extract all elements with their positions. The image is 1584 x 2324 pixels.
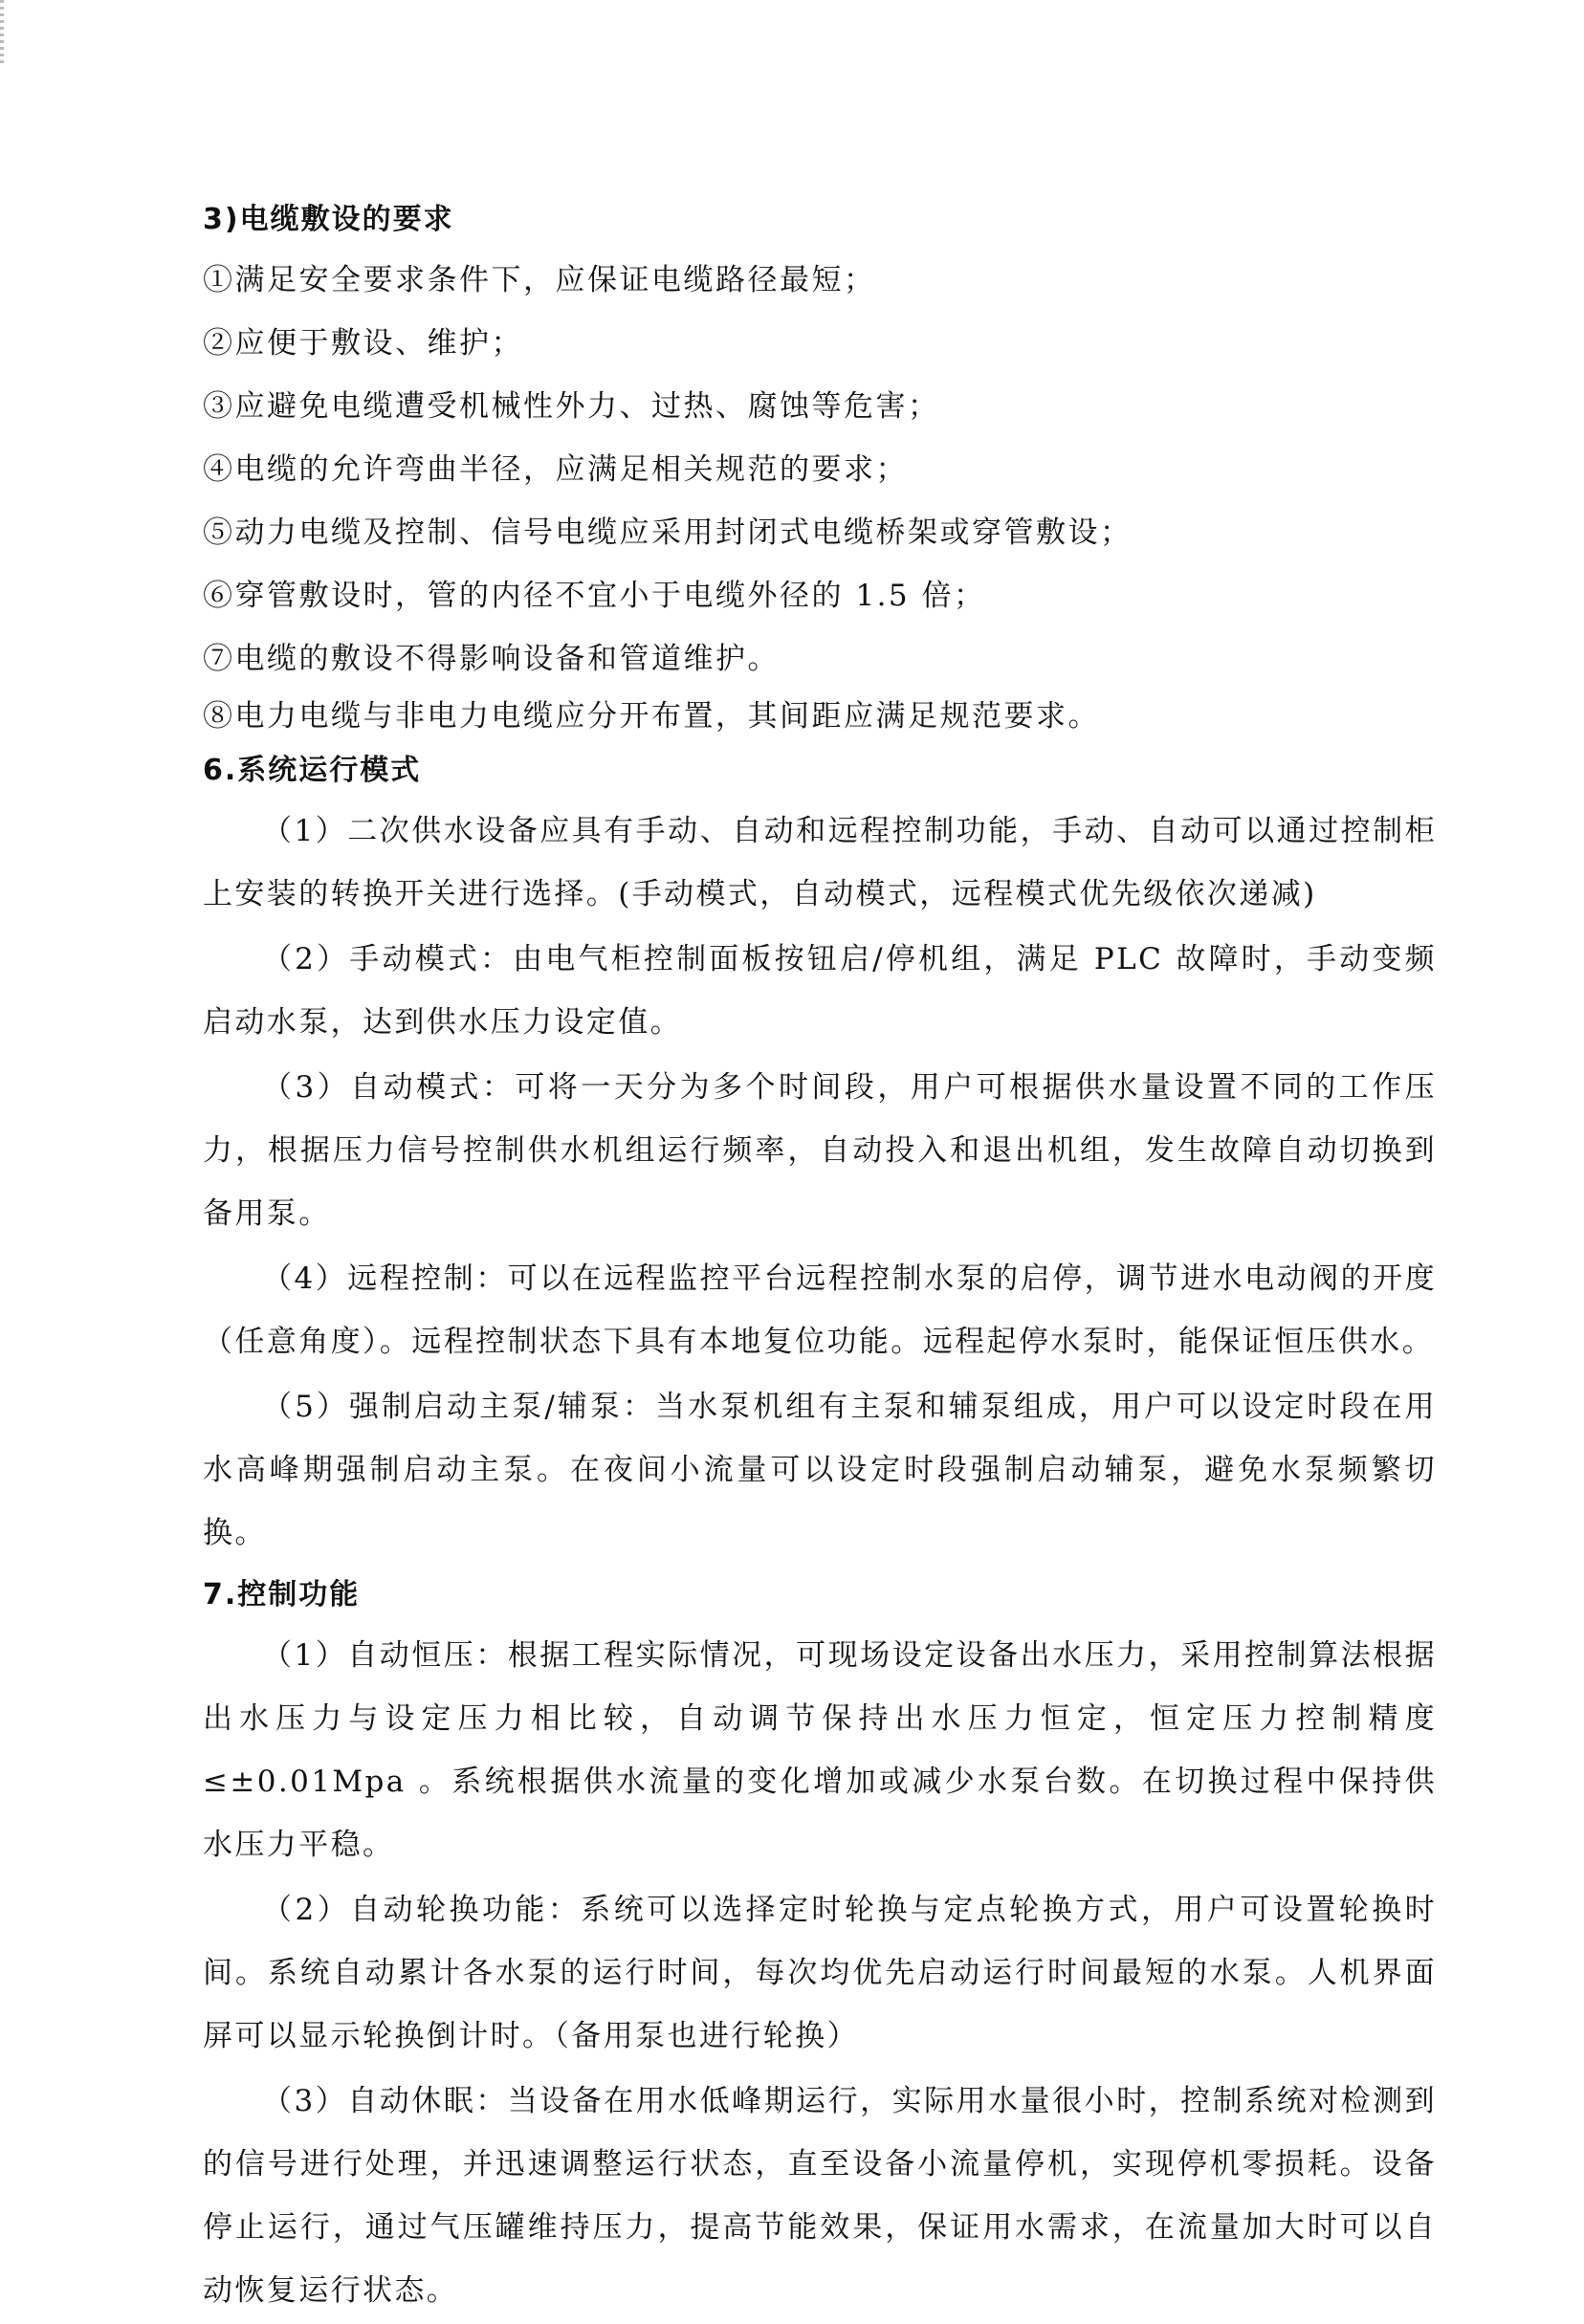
operation-mode-paragraph-2: （2）手动模式：由电气柜控制面板按钮启/停机组，满足 PLC 故障时，手动变频启动水泵，达到供水压力设定值。 bbox=[203, 942, 1437, 1040]
cable-requirement-7: ⑦电缆的敷设不得影响设备和管道维护。 bbox=[203, 642, 780, 676]
cable-requirement-3: ③应避免电缆遭受机械性外力、过热、腐蚀等危害； bbox=[203, 389, 940, 424]
cable-requirement-5: ⑤动力电缆及控制、信号电缆应采用封闭式电缆桥架或穿管敷设； bbox=[203, 515, 1133, 550]
operation-mode-paragraph-5: （5）强制启动主泵/辅泵：当水泵机组有主泵和辅泵组成，用户可以设定时段在用水高峰期强制启动主泵。在夜间小流量可以设定时段强制启动辅泵，避免水泵频繁切换。 bbox=[203, 1390, 1437, 1550]
control-function-paragraph-3: （3）自动休眠：当设备在用水低峰期运行，实际用水量很小时，控制系统对检测到的信号进行处理，并迅速调整运行状态，直至设备小流量停机，实现停机零损耗。设备停止运行，通过气压罐维持压力，提高节能效果，保证用水需求，在流量加大时可以自动恢复运行状态。 bbox=[203, 2084, 1437, 2308]
operation-mode-paragraph-4: （4）远程控制：可以在远程监控平台远程控制水泵的启停，调节进水电动阀的开度（任意角度）。远程控制状态下具有本地复位功能。远程起停水泵时，能保证恒压供水。 bbox=[203, 1261, 1437, 1359]
operation-mode-paragraph-1: （1）二次供水设备应具有手动、自动和远程控制功能，手动、自动可以通过控制柜上安装的转换开关进行选择。(手动模式，自动模式，远程模式优先级依次递减) bbox=[203, 814, 1437, 911]
document-body bbox=[203, 191, 1437, 2324]
operation-mode-paragraph-3: （3）自动模式：可将一天分为多个时间段，用户可根据供水量设置不同的工作压力，根据压力信号控制供水机组运行频率，自动投入和退出机组，发生故障自动切换到备用泵。 bbox=[203, 1070, 1437, 1231]
section-3-heading: 3)电缆敷设的要求 bbox=[203, 203, 454, 236]
cable-requirement-4: ④电缆的允许弯曲半径，应满足相关规范的要求； bbox=[203, 452, 908, 487]
control-function-paragraph-1: （1）自动恒压：根据工程实际情况，可现场设定设备出水压力，采用控制算法根据出水压力与设定压力相比较，自动调节保持出水压力恒定，恒定压力控制精度≤±0.01Mpa 。系统根据供水流量的变化增加或减少水泵台数。在切换过程中保持供水压力平稳。 bbox=[203, 1638, 1437, 1862]
cable-requirement-6: ⑥穿管敷设时，管的内径不宜小于电缆外径的 1.5 倍； bbox=[203, 579, 986, 613]
cable-requirement-1: ①满足安全要求条件下，应保证电缆路径最短； bbox=[203, 263, 876, 297]
section-7-heading: 7.控制功能 bbox=[203, 1578, 361, 1611]
section-6-heading: 6.系统运行模式 bbox=[203, 754, 422, 787]
cable-requirement-8: ⑧电力电缆与非电力电缆应分开布置，其间距应满足规范要求。 bbox=[203, 699, 1100, 734]
scan-edge-mark bbox=[0, 0, 4, 67]
control-function-paragraph-2: （2）自动轮换功能：系统可以选择定时轮换与定点轮换方式，用户可设置轮换时间。系统自动累计各水泵的运行时间，每次均优先启动运行时间最短的水泵。人机界面屏可以显示轮换倒计时。（备用泵也进行轮换） bbox=[203, 1893, 1437, 2053]
cable-requirement-2: ②应便于敷设、维护； bbox=[203, 326, 523, 361]
